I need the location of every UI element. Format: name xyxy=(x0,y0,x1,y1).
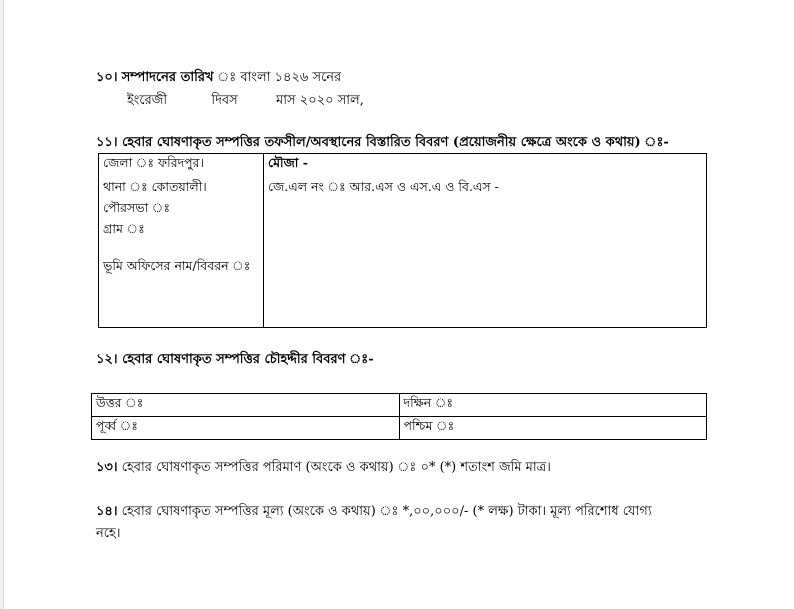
land-office-row: ভূমি অফিসের নাম/বিবরন ঃ xyxy=(103,258,251,273)
north-cell: উত্তর ঃ xyxy=(92,394,400,417)
section-13-text: হেবার ঘোষণাকৃত সম্পত্তির পরিমাণ (অংকে ও কথায়) ঃ ০* (*) শতাংশ জমি মাত্র। xyxy=(121,460,551,475)
east-cell: পূর্ব্ব ঃ xyxy=(92,417,400,440)
thana-row: থানা ঃ কোতয়ালী। xyxy=(103,179,207,194)
location-table xyxy=(98,153,707,328)
section-11-text: হেবার ঘোষণাকৃত সম্পত্তির তফসীল/অবস্থানের বিস্তারিত বিবরণ (প্রয়োজনীয় ক্ষেত্রে অংকে ও কথায়) ঃ- xyxy=(122,135,669,150)
section-10-value: ঃ বাংলা ১৪২৬ সনের xyxy=(236,70,342,85)
day-label: দিবস xyxy=(211,93,238,108)
section-13-number: ১৩। xyxy=(96,460,118,475)
section-12-text: হেবার ঘোষণাকৃত সম্পত্তির চৌহদ্দীর বিবরণ ঃ- xyxy=(122,352,374,367)
west-cell: পশ্চিম ঃ xyxy=(399,417,707,440)
village-row: গ্রাম ঃ xyxy=(103,221,145,236)
document-page xyxy=(3,0,794,609)
location-right-cell xyxy=(264,154,707,328)
section-14 xyxy=(96,504,652,520)
south-cell: দক্ষিন ঃ xyxy=(399,394,707,417)
section-13 xyxy=(96,460,551,476)
section-10-date-line xyxy=(127,93,364,109)
english-label: ইংরেজী xyxy=(127,93,168,108)
section-14-number: ১৪। xyxy=(96,504,118,519)
boundary-table xyxy=(91,393,707,440)
mouza-row: মৌজা - xyxy=(268,155,308,170)
location-left-cell xyxy=(99,154,264,328)
pourashava-row: পৌরসভা ঃ xyxy=(103,200,171,215)
section-11-heading xyxy=(96,135,669,151)
section-14-text: হেবার ঘোষণাকৃত সম্পত্তির মূল্য (অংকে ও কথায়) ঃ *,০০,০০০/- (* লক্ষ) টাকা। মূল্য পরিশোধ যোগ্য xyxy=(121,504,652,519)
section-11-number: ১১। xyxy=(96,135,118,150)
section-10-number: ১০। xyxy=(96,70,118,85)
section-10-label: সম্পাদনের তারিখ xyxy=(121,70,214,85)
section-12-number: ১২। xyxy=(96,352,118,367)
district-row: জেলা ঃ ফরিদপুর। xyxy=(103,155,204,170)
section-10-heading xyxy=(96,70,341,86)
section-12-heading xyxy=(96,352,374,368)
section-14-continuation: নহে। xyxy=(96,526,121,541)
month-year-label: মাস ২০২০ সাল, xyxy=(276,93,364,108)
khatian-row: জে.এল নং ঃ আর.এস ও এস.এ ও বি.এস - xyxy=(268,179,499,194)
